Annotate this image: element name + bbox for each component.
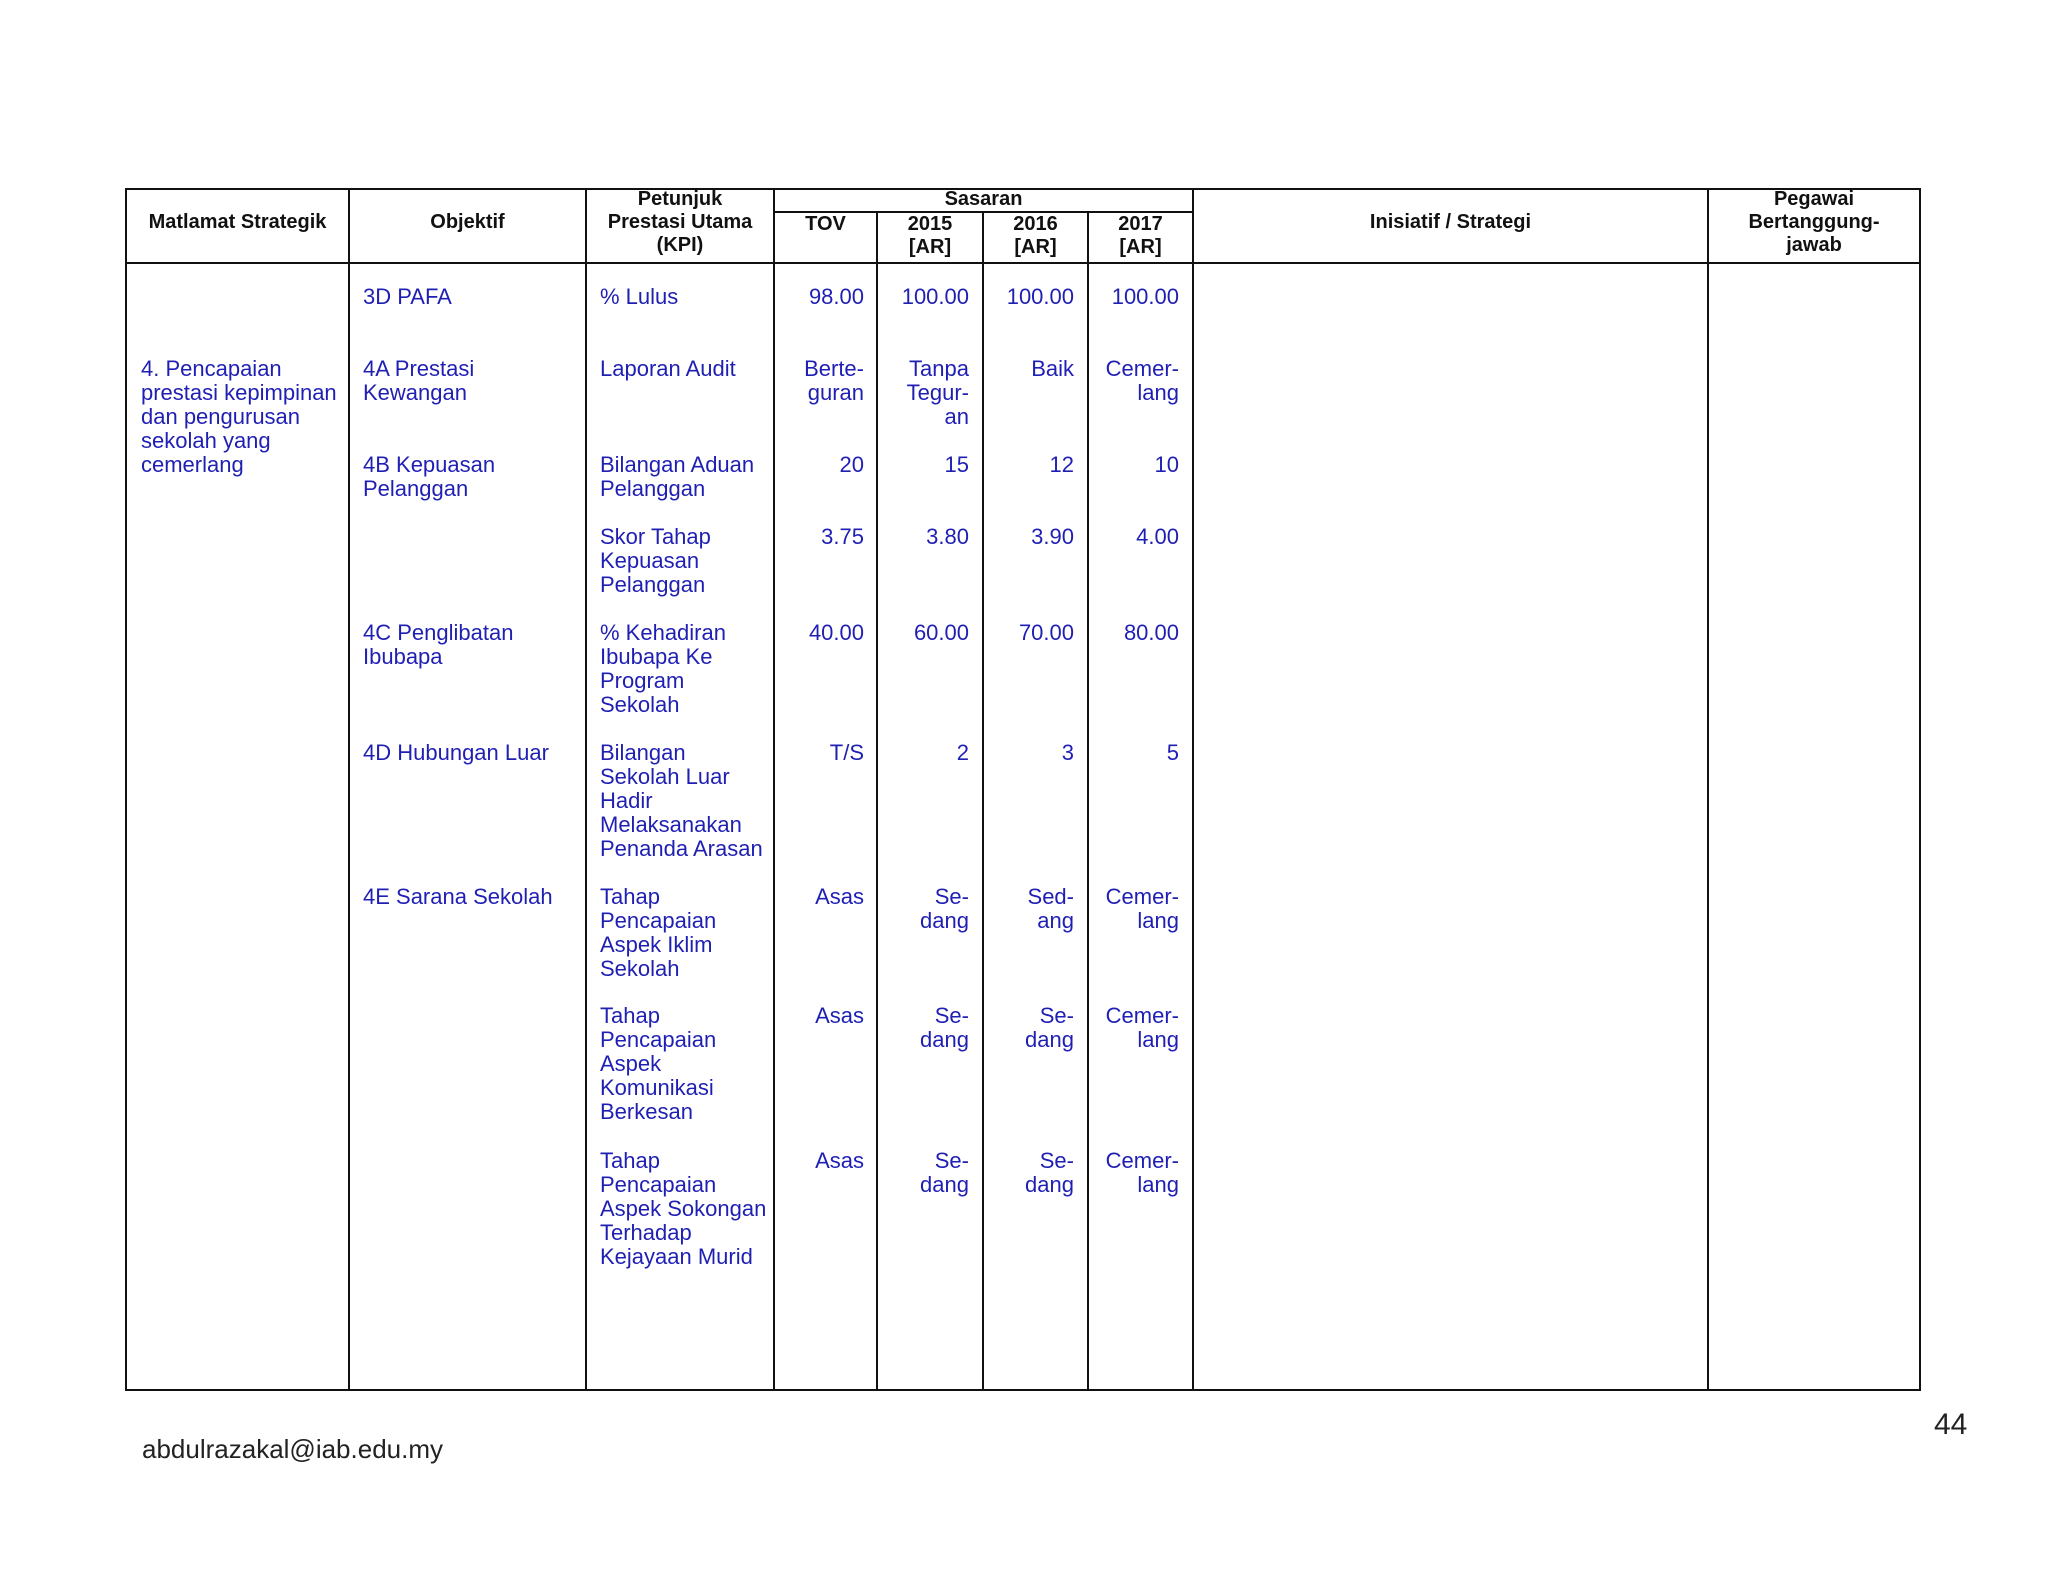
footer-email: abdulrazakal@iab.edu.my (142, 1434, 444, 1464)
header-2015: 2015 [AR] (907, 213, 953, 258)
objektif-cell: 4A Prestasi Kewangan (363, 356, 475, 405)
target-2016-cell: 70.00 (1018, 620, 1074, 645)
target-2016-cell: 3 (1061, 740, 1074, 765)
target-2016-cell: Se- dang (1025, 1003, 1074, 1052)
kpi-cell: % Kehadiran Ibubapa Ke Program Sekolah (600, 620, 726, 717)
kpi-cell: Laporan Audit (600, 356, 736, 381)
target-2016-cell: 3.90 (1031, 524, 1074, 549)
target-2017-cell: 5 (1166, 740, 1179, 765)
target-2017-cell: Cemer- lang (1105, 1003, 1179, 1052)
target-2015-cell: Se- dang (920, 884, 969, 933)
kpi-cell: % Lulus (600, 284, 679, 309)
header-2016: 2016 [AR] (1013, 213, 1058, 258)
kpi-cell: Bilangan Sekolah Luar Hadir Melaksanakan Penanda Arasan (600, 740, 763, 861)
page-number: 44 (1934, 1408, 1968, 1441)
target-2017-cell: Cemer- lang (1105, 356, 1179, 405)
objektif-cell: 4C Penglibatan Ibubapa (363, 620, 514, 669)
tov-cell: 40.00 (808, 620, 864, 645)
kpi-cell: Bilangan Aduan Pelanggan (600, 452, 755, 501)
matlamat-text: 4. Pencapaian prestasi kepimpinan dan pengurusan sekolah yang cemerlang (141, 356, 337, 477)
target-2015-cell: Tanpa Tegur- an (906, 356, 969, 429)
target-2017-cell: Cemer- lang (1105, 884, 1179, 933)
tov-cell: Asas (815, 1003, 864, 1028)
header-matlamat: Matlamat Strategik (148, 211, 327, 233)
tov-cell: T/S (829, 740, 864, 765)
header-pegawai: Pegawai Bertanggung- jawab (1748, 188, 1880, 256)
objektif-cell: 3D PAFA (363, 284, 452, 309)
header-sasaran: Sasaran (944, 188, 1023, 210)
target-2015-cell: 60.00 (913, 620, 969, 645)
target-2015-cell: Se- dang (920, 1148, 969, 1197)
header-objektif: Objektif (430, 211, 505, 233)
target-2015-cell: 100.00 (901, 284, 969, 309)
tov-cell: 3.75 (821, 524, 864, 549)
target-2017-cell: Cemer- lang (1105, 1148, 1179, 1197)
objektif-cell: 4D Hubungan Luar (363, 740, 549, 765)
tov-cell: 20 (839, 452, 864, 477)
header-tov: TOV (805, 213, 846, 235)
objektif-cell: 4E Sarana Sekolah (363, 884, 553, 909)
target-2017-cell: 100.00 (1111, 284, 1179, 309)
target-2017-cell: 4.00 (1136, 524, 1179, 549)
header-inisiatif: Inisiatif / Strategi (1369, 211, 1532, 233)
header-kpi: Petunjuk Prestasi Utama (KPI) (607, 188, 753, 256)
tov-cell: Asas (815, 1148, 864, 1173)
target-2017-cell: 80.00 (1123, 620, 1179, 645)
target-2016-cell: Sed- ang (1027, 884, 1074, 933)
target-2015-cell: 2 (956, 740, 969, 765)
header-2017: 2017 [AR] (1118, 213, 1163, 258)
target-2015-cell: 3.80 (926, 524, 969, 549)
kpi-cell: Tahap Pencapaian Aspek Sokongan Terhadap Kejayaan Murid (600, 1148, 767, 1269)
target-2015-cell: Se- dang (920, 1003, 969, 1052)
tov-cell: Asas (815, 884, 864, 909)
target-2016-cell: 12 (1049, 452, 1074, 477)
tov-cell: Berte- guran (804, 356, 864, 405)
kpi-cell: Skor Tahap Kepuasan Pelanggan (600, 524, 711, 597)
kpi-cell: Tahap Pencapaian Aspek Komunikasi Berkesan (600, 1003, 717, 1124)
target-2016-cell: Se- dang (1025, 1148, 1074, 1197)
objektif-cell: 4B Kepuasan Pelanggan (363, 452, 496, 501)
tov-cell: 98.00 (808, 284, 864, 309)
kpi-cell: Tahap Pencapaian Aspek Iklim Sekolah (600, 884, 717, 981)
target-2017-cell: 10 (1154, 452, 1179, 477)
target-2016-cell: Baik (1031, 356, 1074, 381)
target-2016-cell: 100.00 (1006, 284, 1074, 309)
target-2015-cell: 15 (944, 452, 969, 477)
